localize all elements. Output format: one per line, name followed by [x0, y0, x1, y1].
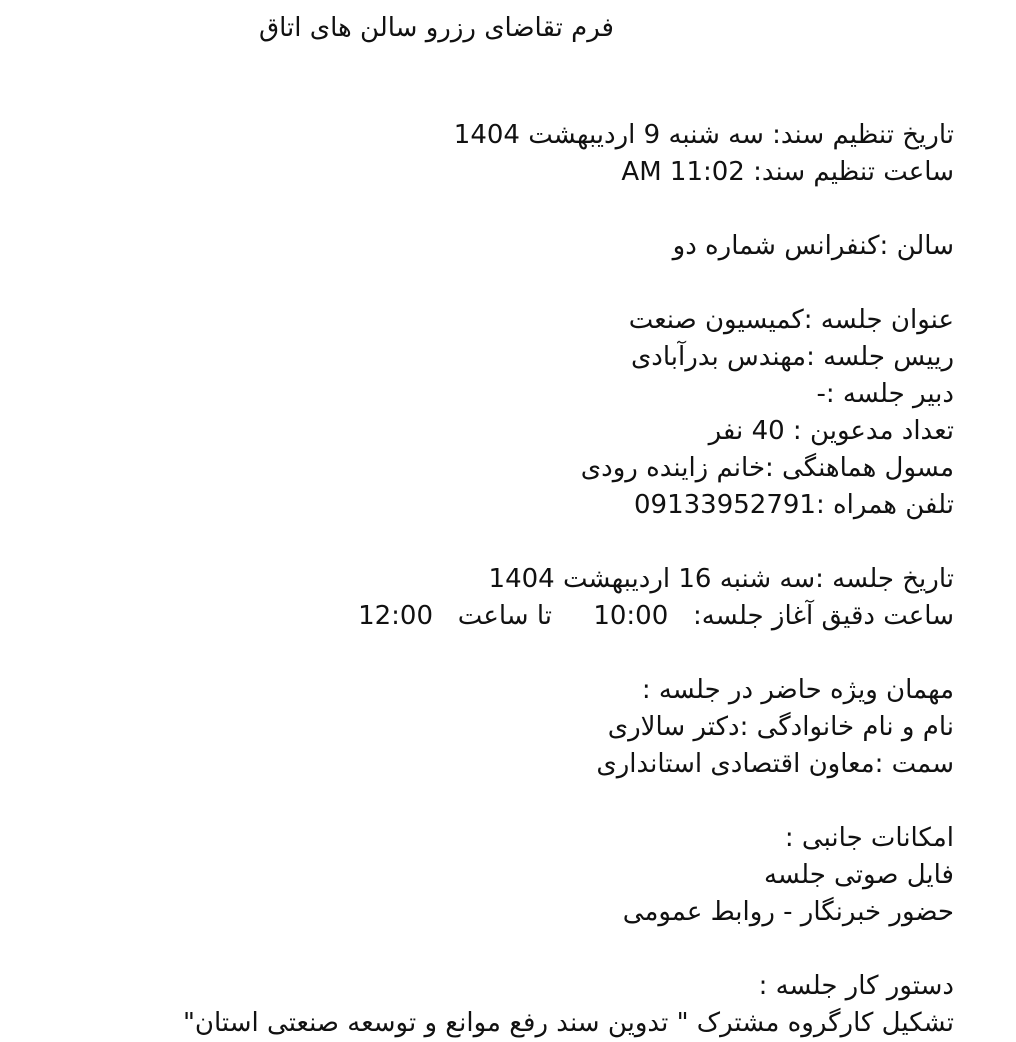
form-title: فرم تقاضای رزرو سالن های اتاق — [258, 13, 614, 43]
meeting-chair: رییس جلسه :مهندس بدرآبادی — [630, 342, 954, 372]
meeting-secretary: دبیر جلسه :- — [816, 379, 954, 409]
spacer — [183, 524, 954, 561]
form-body — [183, 117, 954, 1042]
to-label: تا ساعت — [457, 601, 552, 631]
spacer — [183, 931, 954, 968]
start-time: 10:00 — [593, 601, 669, 631]
agenda-heading: دستور کار جلسه : — [758, 971, 954, 1001]
facility-item: فایل صوتی جلسه — [763, 860, 954, 890]
mobile-phone: تلفن همراه :09133952791 — [634, 490, 954, 520]
spacer — [183, 635, 954, 672]
spacer — [183, 265, 954, 302]
meeting-time-range — [183, 598, 954, 635]
facility-item: حضور خبرنگار - روابط عمومی — [622, 897, 954, 927]
hall-name: سالن :کنفرانس شماره دو — [672, 231, 954, 261]
facilities-heading: امکانات جانبی : — [784, 823, 954, 853]
special-guest-heading: مهمان ویژه حاضر در جلسه : — [641, 675, 954, 705]
agenda-text: تشکیل کارگروه مشترک " تدوین سند رفع موانع و توسعه صنعتی استان" — [182, 1008, 954, 1038]
end-time: 12:00 — [358, 601, 433, 631]
special-guest-position: سمت :معاون اقتصادی استانداری — [596, 749, 954, 779]
spacer — [183, 191, 954, 228]
start-time-label: ساعت دقیق آغاز جلسه: — [693, 601, 954, 631]
special-guest-name: نام و نام خانوادگی :دکتر سالاری — [607, 712, 954, 742]
coordinator: مسول هماهنگی :خانم زاینده رودی — [580, 453, 954, 483]
document-time: ساعت تنظیم سند: 11:02 AM — [621, 157, 954, 187]
document-date: تاریخ تنظیم سند: سه شنبه 9 اردیبهشت 1404 — [453, 120, 954, 150]
spacer — [183, 783, 954, 820]
meeting-subject: عنوان جلسه :کمیسیون صنعت — [628, 305, 954, 335]
meeting-date: تاریخ جلسه :سه شنبه 16 اردیبهشت 1404 — [488, 564, 954, 594]
invitee-count: تعداد مدعوین : 40 نفر — [708, 416, 954, 446]
